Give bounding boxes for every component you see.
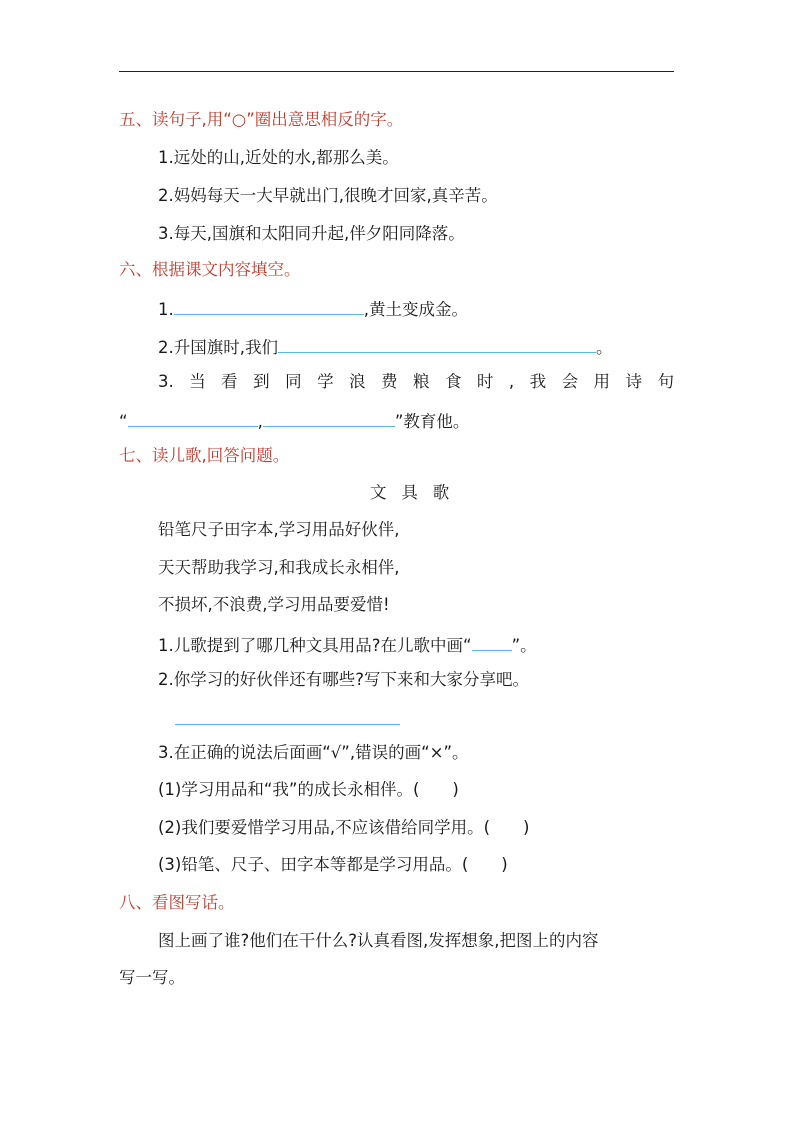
fill-blank-1[interactable] bbox=[174, 297, 364, 315]
section-7-question-3: 3.在正确的说法后面画“√”,错误的画“×”。 bbox=[158, 743, 469, 762]
item-1-prefix: 1. bbox=[158, 300, 174, 319]
header-rule bbox=[119, 71, 674, 72]
section-8-heading: 八、看图写话。 bbox=[119, 893, 235, 912]
section-7-question-1 bbox=[158, 633, 537, 656]
section-5-item-1: 1.远处的山,近处的水,都那么美。 bbox=[158, 148, 399, 167]
poem-line-2: 天天帮助我学习,和我成长永相伴, bbox=[158, 558, 400, 577]
poem-line-3: 不损坏,不浪费,学习用品要爱惜! bbox=[158, 595, 390, 614]
fill-blank-3a[interactable] bbox=[128, 409, 258, 427]
fill-blank-2[interactable] bbox=[278, 335, 596, 353]
section-6-item-3-line-1: 3.当看到同学浪费粮食时,我会用诗句 bbox=[158, 372, 674, 391]
poem-line-1: 铅笔尺子田字本,学习用品好伙伴, bbox=[158, 520, 400, 539]
section-6-item-1 bbox=[158, 297, 468, 320]
poem-title: 文具歌 bbox=[370, 483, 465, 502]
item-2-suffix: 。 bbox=[596, 338, 613, 357]
section-5-item-3: 3.每天,国旗和太阳同升起,伴夕阳同降落。 bbox=[158, 224, 465, 243]
question-1-suffix: ”。 bbox=[511, 636, 537, 655]
section-7-question-2: 2.你学习的好伙伴还有哪些?写下来和大家分享吧。 bbox=[158, 670, 530, 689]
underline-sample bbox=[472, 633, 512, 651]
judgement-1: (1)学习用品和“我”的成长永相伴。( ) bbox=[158, 780, 459, 799]
section-8-prompt-line-2: 写一写。 bbox=[119, 968, 185, 987]
section-6-heading: 六、根据课文内容填空。 bbox=[119, 260, 301, 279]
open-quote: “ bbox=[119, 412, 128, 431]
item-1-suffix: ,黄土变成金。 bbox=[363, 300, 468, 319]
close-quote: ”教育他。 bbox=[394, 412, 470, 431]
fill-blank-3b[interactable] bbox=[263, 409, 395, 427]
blank-comma: , bbox=[257, 412, 263, 431]
section-8-prompt-line-1: 图上画了谁?他们在干什么?认真看图,发挥想象,把图上的内容 bbox=[158, 931, 599, 950]
question-1-prefix: 1.儿歌提到了哪几种文具用品?在儿歌中画“ bbox=[158, 636, 472, 655]
judgement-2: (2)我们要爱惜学习用品,不应该借给同学用。( ) bbox=[158, 818, 530, 837]
answer-line[interactable] bbox=[175, 724, 400, 725]
section-6-item-3-line-2 bbox=[119, 409, 469, 432]
judgement-3: (3)铅笔、尺子、田字本等都是学习用品。( ) bbox=[158, 855, 508, 874]
section-5-heading: 五、读句子,用“○”圈出意思相反的字。 bbox=[119, 110, 404, 129]
item-2-prefix: 2.升国旗时,我们 bbox=[158, 338, 278, 357]
section-5-item-2: 2.妈妈每天一大早就出门,很晚才回家,真辛苦。 bbox=[158, 186, 498, 205]
section-6-item-2 bbox=[158, 335, 613, 358]
section-7-heading: 七、读儿歌,回答问题。 bbox=[119, 446, 290, 465]
